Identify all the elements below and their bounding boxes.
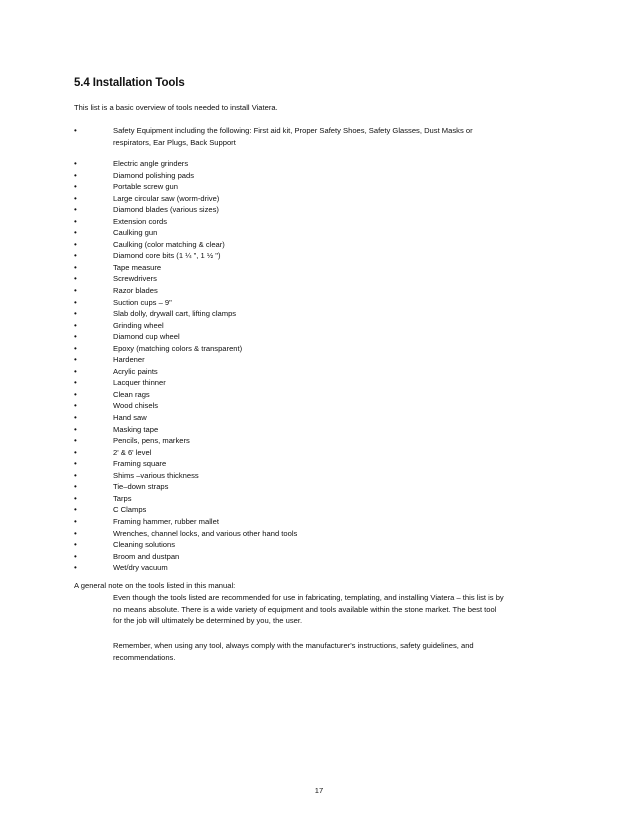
bullet-symbol: •: [74, 551, 77, 561]
intro-text: This list is a basic overview of tools needed to install Viatera.: [74, 103, 278, 112]
list-item: [0, 343, 638, 355]
note-body: [113, 592, 565, 627]
list-item: [0, 216, 638, 228]
tool-name: Wrenches, channel locks, and various other hand tools: [113, 528, 298, 538]
list-item: [0, 516, 638, 528]
tool-name: Pencils, pens, markers: [113, 436, 190, 446]
tool-name: Framing hammer, rubber mallet: [113, 516, 219, 526]
note-body-line: no means absolute. There is a wide variety of equipment and tools available within the stone market. The best tool: [113, 604, 497, 614]
bullet-symbol: •: [74, 505, 77, 515]
tool-name: Grinding wheel: [113, 320, 164, 330]
list-item: [0, 424, 638, 436]
tool-name: Caulking (color matching & clear): [113, 239, 225, 249]
list-item: [0, 193, 638, 205]
list-item: [0, 239, 638, 251]
tool-name: Large circular saw (worm-drive): [113, 193, 220, 203]
tool-list: [0, 158, 638, 574]
list-item: [0, 181, 638, 193]
list-item: [0, 204, 638, 216]
tool-name: Screwdrivers: [113, 274, 157, 284]
bullet-symbol: •: [74, 401, 77, 411]
bullet-symbol: •: [74, 251, 77, 261]
list-item: [0, 262, 638, 274]
tool-name: Electric angle grinders: [113, 159, 189, 168]
list-item: [0, 493, 638, 505]
tool-name: Acrylic paints: [113, 366, 158, 376]
list-item: [0, 308, 638, 320]
tool-name: Tape measure: [113, 262, 162, 272]
bullet-symbol: •: [74, 286, 77, 296]
list-item: [0, 551, 638, 563]
tool-name: Masking tape: [113, 424, 159, 434]
tool-name: Tarps: [113, 493, 132, 503]
list-item: [0, 458, 638, 470]
list-item: [0, 354, 638, 366]
tool-name: Tie–down straps: [113, 482, 169, 492]
list-item: [0, 331, 638, 343]
bullet-symbol: •: [74, 126, 77, 135]
tool-name: Wood chisels: [113, 401, 159, 411]
bullet-symbol: •: [74, 366, 77, 376]
list-item: [0, 481, 638, 493]
bullet-symbol: •: [74, 378, 77, 388]
bullet-symbol: •: [74, 274, 77, 284]
tool-name: Portable screw gun: [113, 182, 179, 192]
safety-line-2: respirators, Ear Plugs, Back Support: [113, 137, 236, 147]
list-item: [0, 320, 638, 332]
tool-name: Shims –various thickness: [113, 470, 199, 480]
tool-name: Framing square: [113, 459, 167, 469]
bullet-symbol: •: [74, 470, 77, 480]
tool-name: Wet/dry vacuum: [113, 563, 168, 573]
list-item: [0, 227, 638, 239]
bullet-symbol: •: [74, 493, 77, 503]
bullet-symbol: •: [74, 355, 77, 365]
tool-name: Slab dolly, drywall cart, lifting clamps: [113, 309, 237, 319]
tool-name: Extension cords: [113, 216, 168, 226]
tool-name: Caulking gun: [113, 228, 158, 238]
safety-line-1: Safety Equipment including the following: First aid kit, Proper Safety Shoes, Safety Glasses, Dust Masks or: [113, 126, 473, 135]
list-item: [0, 562, 638, 574]
note-body-line: Even though the tools listed are recommended for use in fabricating, templating, and installing Viatera – this list is by: [113, 593, 504, 602]
bullet-symbol: •: [74, 332, 77, 342]
bullet-symbol: •: [74, 540, 77, 550]
tool-name: Diamond polishing pads: [113, 170, 195, 180]
list-item: [0, 470, 638, 482]
list-item: [0, 170, 638, 182]
page-number: 17: [314, 786, 324, 795]
tool-name: Clean rags: [113, 389, 150, 399]
bullet-symbol: •: [74, 205, 77, 215]
tool-name: Hardener: [113, 355, 145, 365]
list-item: [0, 377, 638, 389]
bullet-symbol: •: [74, 424, 77, 434]
bullet-symbol: •: [74, 159, 77, 168]
bullet-symbol: •: [74, 528, 77, 538]
note-reminder: [113, 640, 565, 663]
bullet-symbol: •: [74, 563, 77, 573]
list-item: [0, 366, 638, 378]
bullet-symbol: •: [74, 193, 77, 203]
bullet-symbol: •: [74, 216, 77, 226]
bullet-symbol: •: [74, 482, 77, 492]
tool-name: Diamond cup wheel: [113, 332, 180, 342]
list-item: [0, 435, 638, 447]
tool-name: Epoxy (matching colors & transparent): [113, 343, 243, 353]
tool-name: Diamond blades (various sizes): [113, 205, 219, 215]
bullet-symbol: •: [74, 413, 77, 423]
bullet-symbol: •: [74, 239, 77, 249]
list-item: [0, 158, 638, 170]
tool-name: Hand saw: [113, 413, 147, 423]
tool-name: C Clamps: [113, 505, 147, 515]
list-item: [0, 412, 638, 424]
tool-name: Suction cups – 9": [113, 297, 172, 307]
tool-name: Cleaning solutions: [113, 540, 176, 550]
tool-name: Lacquer thinner: [113, 378, 166, 388]
bullet-symbol: •: [74, 297, 77, 307]
bullet-symbol: •: [74, 170, 77, 180]
tool-name: Diamond core bits (1 ¼ ", 1 ½ "): [113, 251, 221, 261]
bullet-symbol: •: [74, 436, 77, 446]
note-reminder-line: recommendations.: [113, 652, 176, 662]
section-heading: 5.4 Installation Tools: [74, 77, 185, 89]
list-item: [0, 447, 638, 459]
list-item: [0, 273, 638, 285]
bullet-symbol: •: [74, 309, 77, 319]
list-item: [0, 528, 638, 540]
bullet-symbol: •: [74, 459, 77, 469]
list-item: [0, 297, 638, 309]
bullet-symbol: •: [74, 228, 77, 238]
tool-name: Razor blades: [113, 286, 158, 296]
tool-name: 2' & 6' level: [113, 447, 152, 457]
bullet-symbol: •: [74, 262, 77, 272]
note-body-line: for the job will ultimately be determined by you, the user.: [113, 616, 303, 626]
bullet-symbol: •: [74, 320, 77, 330]
note-reminder-line: Remember, when using any tool, always comply with the manufacturer's instructions, safety guidelines, and: [113, 641, 474, 650]
bullet-symbol: •: [74, 447, 77, 457]
bullet-symbol: •: [74, 343, 77, 353]
note-label: A general note on the tools listed in this manual:: [74, 581, 236, 590]
list-item: [0, 539, 638, 551]
tool-name: Broom and dustpan: [113, 551, 180, 561]
list-item: [0, 389, 638, 401]
bullet-symbol: •: [74, 516, 77, 526]
list-item: [0, 400, 638, 412]
bullet-symbol: •: [74, 389, 77, 399]
list-item: [0, 504, 638, 516]
list-item: [0, 250, 638, 262]
bullet-symbol: •: [74, 182, 77, 192]
list-item: [0, 285, 638, 297]
